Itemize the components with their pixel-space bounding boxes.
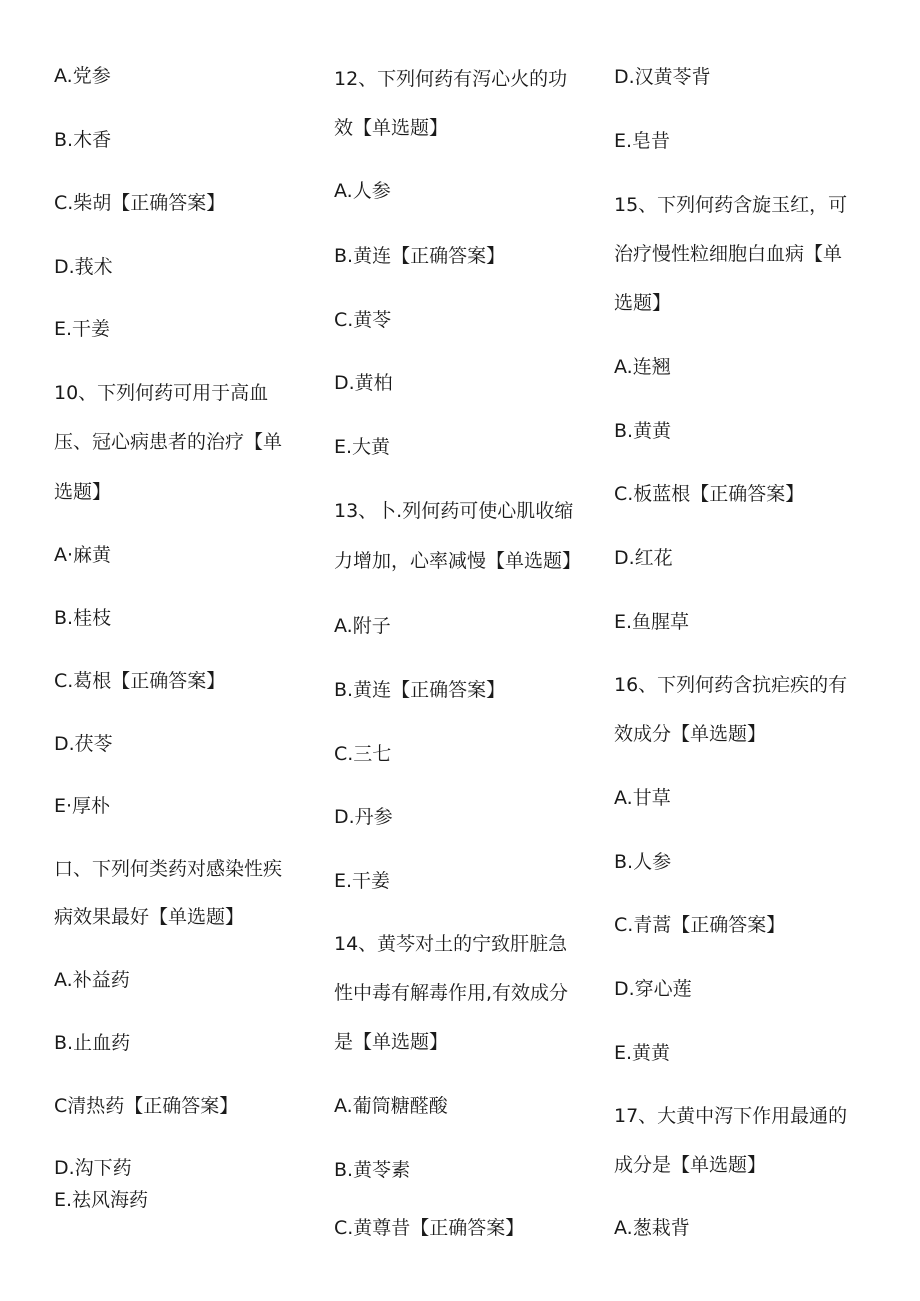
question-text-line: 力增加，心率减慢【单选题】 [334, 550, 582, 572]
answer-option: C.柴胡【正确答案】 [54, 192, 226, 214]
question-text-line: 病效果最好【单选题】 [54, 906, 245, 928]
question-text-line: 压、冠心病患者的治疗【单 [54, 431, 283, 453]
question-text-line: 15、下列何药含旋玉红，可 [614, 194, 848, 216]
answer-option: E.干姜 [54, 318, 111, 340]
answer-option: D.汉黄苓背 [614, 66, 711, 88]
answer-option: D.黄柏 [334, 372, 393, 394]
answer-option: B.人参 [614, 851, 672, 873]
question-text-line: 效成分【单选题】 [614, 723, 767, 745]
question-text-line: 成分是【单选题】 [614, 1154, 767, 1176]
answer-option: D.莪术 [54, 256, 113, 278]
question-text-line: 性中毒有解毒作用,有效成分 [334, 982, 569, 1004]
answer-option: E.鱼腥草 [614, 611, 690, 633]
answer-option: E·厚朴 [54, 795, 111, 817]
question-text-line: 12、下列何药有泻心火的功 [334, 68, 568, 90]
answer-option: E.祛风海药 [54, 1189, 149, 1211]
answer-option: A.人参 [334, 180, 391, 202]
answer-option: B.黄连【正确答案】 [334, 245, 506, 267]
answer-option: D.茯苓 [54, 733, 113, 755]
answer-option: B.黄黄 [614, 420, 672, 442]
answer-option: A.补益药 [54, 969, 130, 991]
answer-option: E.干姜 [334, 870, 391, 892]
answer-option: C.青蒿【正确答案】 [614, 914, 786, 936]
question-text-line: 选题】 [614, 292, 672, 314]
answer-option: A.葡筒糖醛酸 [334, 1095, 448, 1117]
answer-option: B.黄连【正确答案】 [334, 679, 506, 701]
answer-option: E.黄黄 [614, 1042, 671, 1064]
answer-option: A.党参 [54, 65, 111, 87]
answer-option: B.黄苓素 [334, 1159, 411, 1181]
question-text-line: 是【单选题】 [334, 1031, 449, 1053]
answer-option: A.甘草 [614, 787, 671, 809]
answer-option: E.大黄 [334, 436, 391, 458]
question-text-line: 效【单选题】 [334, 117, 449, 139]
answer-option: E.皂昔 [614, 130, 671, 152]
question-text-line: 13、卜.列何药可使心肌收缩 [334, 500, 574, 522]
answer-option: A.连翘 [614, 356, 671, 378]
answer-option: A.葱栽背 [614, 1217, 690, 1239]
answer-option: A·麻黄 [54, 544, 112, 566]
answer-option: C.葛根【正确答案】 [54, 670, 226, 692]
answer-option: C.三七 [334, 743, 392, 765]
question-text-line: 14、黄芩对土的宁致肝脏急 [334, 933, 568, 955]
answer-option: C.黄苓 [334, 309, 392, 331]
answer-option: B.木香 [54, 129, 112, 151]
answer-option: D.穿心莲 [614, 978, 692, 1000]
answer-option: C.黄尊昔【正确答案】 [334, 1217, 525, 1239]
question-text-line: 口、下列何类药对感染性疾 [54, 858, 283, 880]
answer-option: A.附子 [334, 615, 391, 637]
question-text-line: 10、下列何药可用于高血 [54, 382, 269, 404]
answer-option: B.止血药 [54, 1032, 131, 1054]
question-text-line: 选题】 [54, 481, 112, 503]
answer-option: B.桂枝 [54, 607, 112, 629]
answer-option: D.丹参 [334, 806, 393, 828]
question-text-line: 治疗慢性粒细胞白血病【单 [614, 243, 843, 265]
answer-option: D.沟下药 [54, 1157, 132, 1179]
answer-option: C清热药【正确答案】 [54, 1095, 239, 1117]
question-text-line: 16、下列何药含抗疟疾的有 [614, 674, 848, 696]
answer-option: D.红花 [614, 547, 673, 569]
answer-option: C.板蓝根【正确答案】 [614, 483, 805, 505]
question-text-line: 17、大黄中泻下作用最通的 [614, 1105, 848, 1127]
